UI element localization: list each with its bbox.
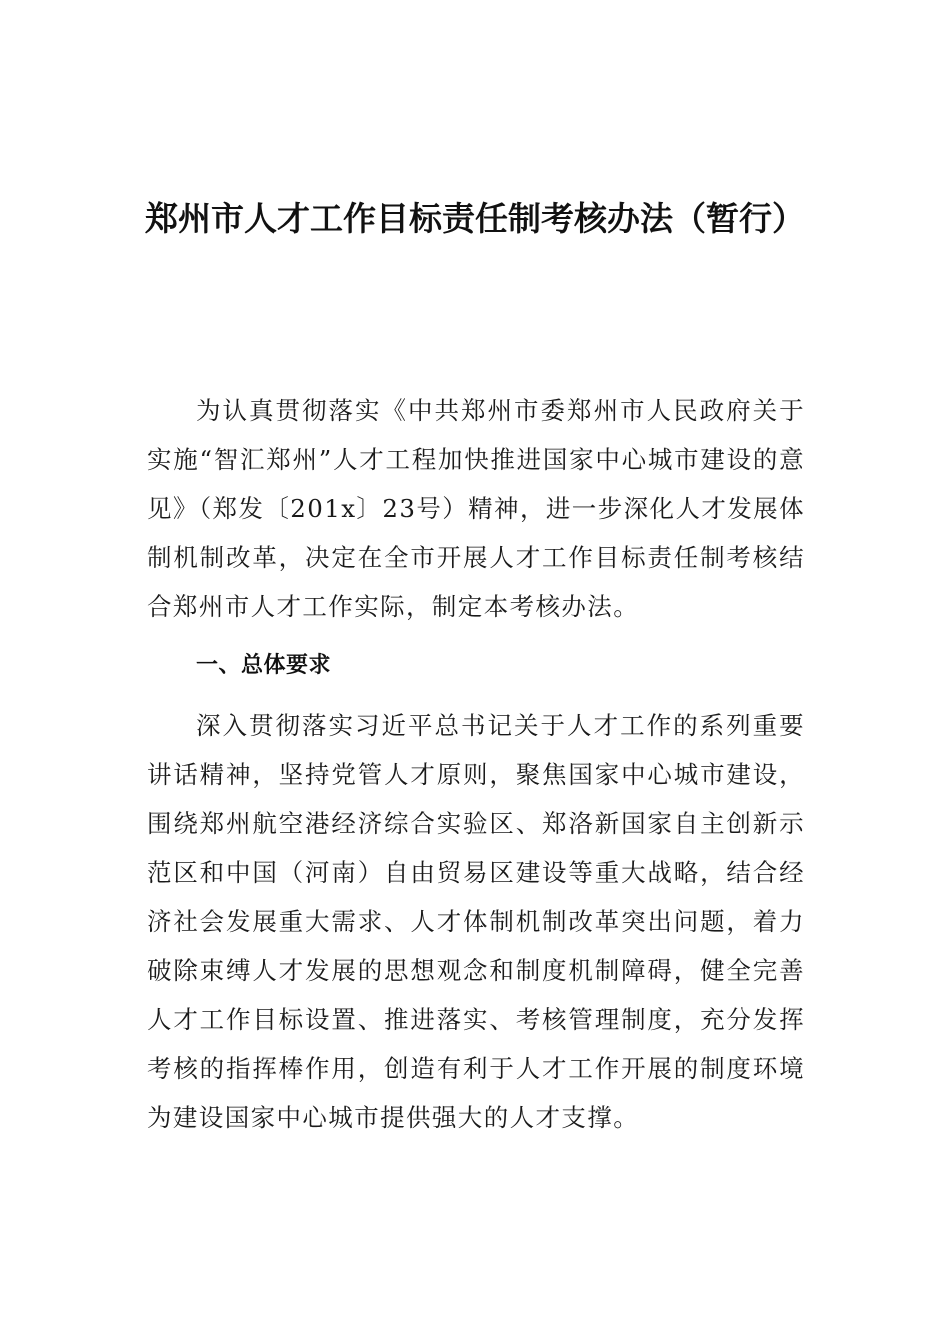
section-heading-general-requirements: 一、总体要求 [196, 653, 332, 678]
document-body [147, 386, 805, 1142]
section-paragraph-general-requirements: 深入贯彻落实习近平总书记关于人才工作的系列重要讲话精神，坚持党管人才原则，聚焦国家中心城市建设，围绕郑州航空港经济综合实验区、郑洛新国家自主创新示范区和中国（河南）自由贸易区建设等重大战略，结合经济社会发展重大需求、人才体制机制改革突出问题，着力破除束缚人才发展的思想观念和制度机制障碍，健全完善人才工作目标设置、推进落实、考核管理制度，充分发挥考核的指挥棒作用，创造有利于人才工作开展的制度环境为建设国家中心城市提供强大的人才支撑。 [147, 711, 805, 1132]
document-title: 郑州市人才工作目标责任制考核办法（暂行） [145, 199, 805, 238]
intro-paragraph: 为认真贯彻落实《中共郑州市委郑州市人民政府关于实施“智汇郑州”人才工程加快推进国家中心城市建设的意见》（郑发〔201x〕23号）精神，进一步深化人才发展体制机制改革，决定在全市开展人才工作目标责任制考核结合郑州市人才工作实际，制定本考核办法。 [147, 396, 805, 621]
